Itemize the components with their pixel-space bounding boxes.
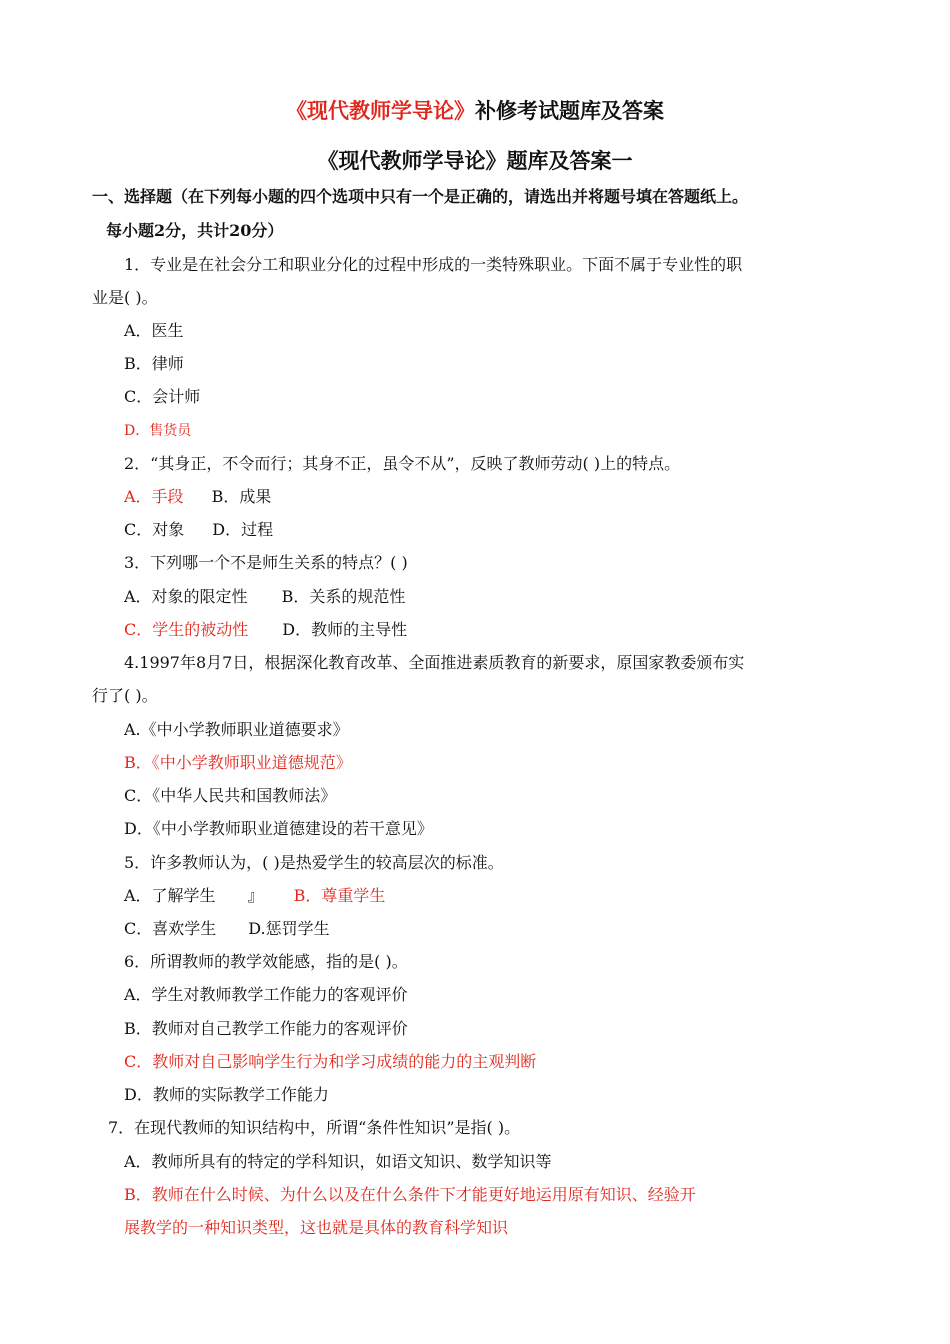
question-1-option-c: C．会计师 <box>124 387 201 406</box>
question-4-stem-cont: 行了( )。 <box>92 686 158 705</box>
question-7-option-b-answer-cont: 展教学的一种知识类型，这也就是具体的教育科学知识 <box>124 1218 509 1237</box>
question-7-stem: 7．在现代教师的知识结构中，所谓“条件性知识”是指( )。 <box>108 1118 521 1137</box>
question-3-options-row-2 <box>124 620 407 640</box>
question-5-options-row-2 <box>124 919 330 939</box>
question-1-option-b: B．律师 <box>124 354 184 373</box>
question-2-options-row-2 <box>124 520 273 540</box>
document-subtitle: 《现代教师学导论》题库及答案一 <box>317 148 633 173</box>
question-5-options-row-1 <box>124 886 385 906</box>
question-3-option-d: D．教师的主导性 <box>282 620 408 639</box>
question-1-stem: 1．专业是在社会分工和职业分化的过程中形成的一类特殊职业。下面不属于专业性的职 <box>124 255 743 274</box>
question-3-option-b: B．关系的规范性 <box>281 587 406 606</box>
question-5-option-a: A．了解学生 <box>124 886 216 905</box>
question-2-option-c: C．对象 <box>124 520 185 539</box>
title-black-part: 补修考试题库及答案 <box>475 98 664 123</box>
question-4-option-b-answer: B．《中小学教师职业道德规范》 <box>124 753 352 772</box>
question-6-option-b: B．教师对自己教学工作能力的客观评价 <box>124 1019 408 1038</box>
question-2-option-b: B．成果 <box>211 487 272 506</box>
question-3-option-c-answer: C．学生的被动性 <box>124 620 249 639</box>
question-6-option-d: D．教师的实际教学工作能力 <box>124 1085 329 1104</box>
question-2-stem: 2．“其身正，不令而行；其身不正，虽令不从”，反映了教师劳动( )上的特点。 <box>124 454 681 473</box>
question-3-options-row-1 <box>124 587 405 607</box>
question-7-option-a: A．教师所具有的特定的学科知识，如语文知识、数学知识等 <box>124 1152 552 1171</box>
question-6-option-c-answer: C．教师对自己影响学生行为和学习成绩的能力的主观判断 <box>124 1052 537 1071</box>
section-heading-cont: 每小题2分，共计20分） <box>106 221 284 240</box>
question-6-option-a: A．学生对教师教学工作能力的客观评价 <box>124 985 408 1004</box>
document-title <box>0 98 950 124</box>
question-4-option-a: A.《中小学教师职业道德要求》 <box>124 720 349 739</box>
question-5-option-d: D.惩罚学生 <box>248 919 330 938</box>
question-5-option-b-answer: B．尊重学生 <box>293 886 386 905</box>
question-2-option-d: D．过程 <box>212 520 274 539</box>
question-4-option-d: D．《中小学教师职业道德建设的若干意见》 <box>124 819 433 838</box>
question-2-option-a-answer: A．手段 <box>124 487 184 506</box>
question-1-option-a: A．医生 <box>124 321 184 340</box>
question-7-option-b-answer: B．教师在什么时候、为什么以及在什么条件下才能更好地运用原有知识、经验开 <box>124 1185 696 1204</box>
question-2-options-row-1 <box>124 487 271 507</box>
question-3-stem: 3．下列哪一个不是师生关系的特点？( ) <box>124 553 408 572</box>
question-5-option-c: C．喜欢学生 <box>124 919 217 938</box>
question-1-option-d-answer: D．售货员 <box>124 423 192 439</box>
section-heading: 一、选择题（在下列每小题的四个选项中只有一个是正确的，请选出并将题号填在答题纸上。 <box>92 187 749 206</box>
question-4-option-c: C．《中华人民共和国教师法》 <box>124 786 337 805</box>
question-5-stray-mark: 』 <box>247 886 264 905</box>
question-3-option-a: A．对象的限定性 <box>124 587 248 606</box>
question-6-stem: 6．所谓教师的教学效能感，指的是( )。 <box>124 952 408 971</box>
question-5-stem: 5．许多教师认为，( )是热爱学生的较高层次的标准。 <box>124 853 504 872</box>
title-red-part: 《现代教师学导论》 <box>286 98 475 123</box>
question-1-stem-cont: 业是( )。 <box>92 288 158 307</box>
question-4-stem: 4.1997年8月7日，根据深化教育改革、全面推进素质教育的新要求，原国家教委颁布实 <box>124 653 745 672</box>
